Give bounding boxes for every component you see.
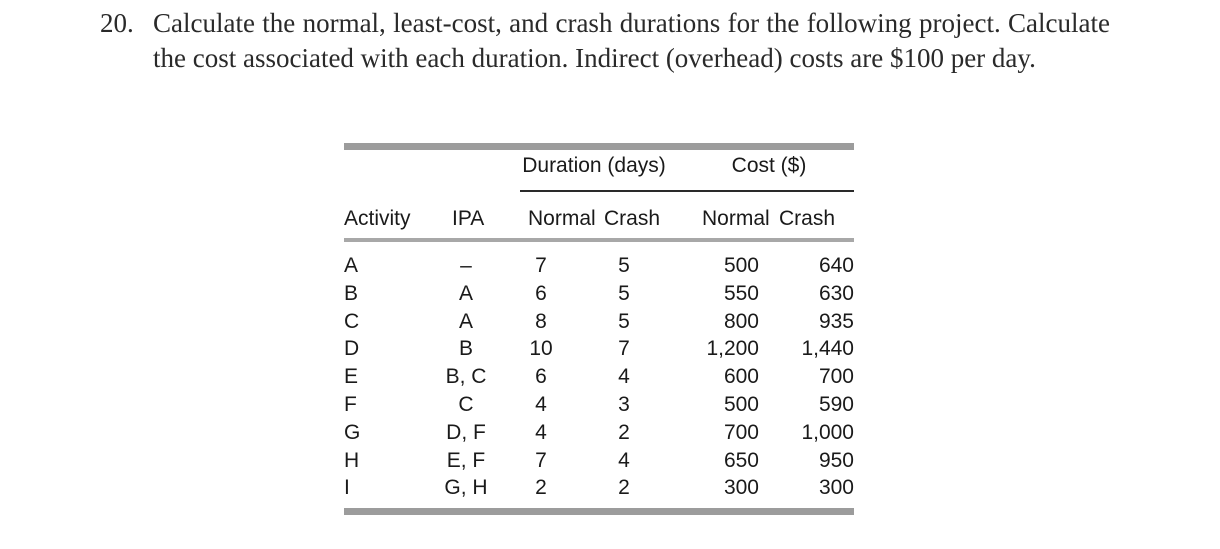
- problem-number: 20.: [100, 8, 134, 38]
- col-header-cost-crash: Crash: [779, 207, 836, 230]
- problem-statement: [100, 6, 1110, 75]
- ipa-cell: B, C: [445, 365, 487, 389]
- ipa-cell: A: [458, 309, 473, 333]
- cost-crash-cell: 950: [818, 448, 854, 472]
- activity-cell: B: [344, 281, 359, 305]
- col-header-cost-normal: Normal: [702, 207, 770, 230]
- cost-normal-cell: 500: [723, 254, 759, 277]
- cost-crash-cell: 590: [818, 393, 854, 416]
- duration-normal-cell: 7: [535, 254, 547, 277]
- cost-normal-cell: 650: [723, 448, 759, 472]
- cost-normal-cell: 500: [723, 393, 759, 416]
- duration-normal-cell: 7: [535, 448, 547, 472]
- ipa-cell: B: [458, 337, 473, 361]
- duration-crash-cell: 5: [618, 309, 630, 333]
- activity-cell: E: [344, 365, 359, 389]
- cost-normal-cell: 800: [723, 309, 759, 333]
- cost-normal-cell: 600: [723, 365, 759, 389]
- table-bottom-rule: [344, 508, 854, 515]
- duration-normal-cell: 8: [535, 309, 547, 333]
- activity-cell: I: [344, 476, 350, 500]
- cost-crash-cell: 300: [818, 476, 854, 500]
- cost-normal-cell: 700: [723, 420, 759, 444]
- activity-cell: D: [344, 337, 360, 361]
- cost-normal-cell: 1,200: [706, 337, 759, 361]
- cost-group-header: Cost ($): [731, 154, 807, 177]
- cost-normal-cell: 550: [723, 281, 759, 305]
- cost-crash-cell: 1,000: [801, 420, 854, 444]
- cost-normal-cell: 300: [723, 476, 759, 500]
- col-header-ipa: IPA: [452, 207, 485, 230]
- duration-group-header: Duration (days): [522, 154, 666, 177]
- problem-text: Calculate the normal, least-cost, and crash durations for the following project. Calculate the cost associated with each duration. Indirect (overhead) costs are $100 per day.: [153, 8, 1110, 73]
- duration-crash-cell: 5: [618, 254, 630, 277]
- duration-crash-cell: 4: [618, 448, 630, 472]
- ipa-cell: –: [460, 254, 472, 277]
- activity-cell: F: [344, 393, 357, 416]
- duration-crash-cell: 3: [618, 393, 630, 416]
- activity-cell: C: [344, 309, 360, 333]
- duration-normal-cell: 10: [529, 337, 553, 361]
- ipa-cell: D, F: [446, 420, 486, 444]
- duration-crash-cell: 4: [618, 365, 630, 389]
- duration-normal-cell: 6: [535, 281, 547, 305]
- cost-crash-cell: 630: [818, 281, 854, 305]
- duration-normal-cell: 4: [535, 393, 547, 416]
- cost-crash-cell: 640: [818, 254, 854, 277]
- header-bottom-rule: [344, 238, 854, 242]
- ipa-cell: E, F: [446, 448, 486, 472]
- duration-normal-cell: 4: [535, 420, 547, 444]
- duration-crash-cell: 2: [618, 420, 630, 444]
- activity-cell: H: [344, 448, 360, 472]
- group-header-rule: [520, 190, 854, 192]
- duration-crash-cell: 5: [618, 281, 630, 305]
- col-header-duration-crash: Crash: [604, 207, 661, 230]
- cost-crash-cell: 935: [818, 309, 854, 333]
- col-header-duration-normal: Normal: [528, 207, 596, 230]
- col-header-activity: Activity: [344, 207, 411, 230]
- activity-cell: G: [344, 420, 361, 444]
- activity-cell: A: [344, 254, 359, 277]
- table-top-rule: [344, 143, 854, 150]
- ipa-cell: G, H: [444, 476, 488, 500]
- ipa-cell: A: [458, 281, 473, 305]
- duration-normal-cell: 6: [535, 365, 547, 389]
- cost-crash-cell: 1,440: [801, 337, 854, 361]
- ipa-cell: C: [458, 393, 474, 416]
- cost-crash-cell: 700: [818, 365, 854, 389]
- duration-crash-cell: 7: [618, 337, 630, 361]
- duration-normal-cell: 2: [535, 476, 547, 500]
- duration-crash-cell: 2: [618, 476, 630, 500]
